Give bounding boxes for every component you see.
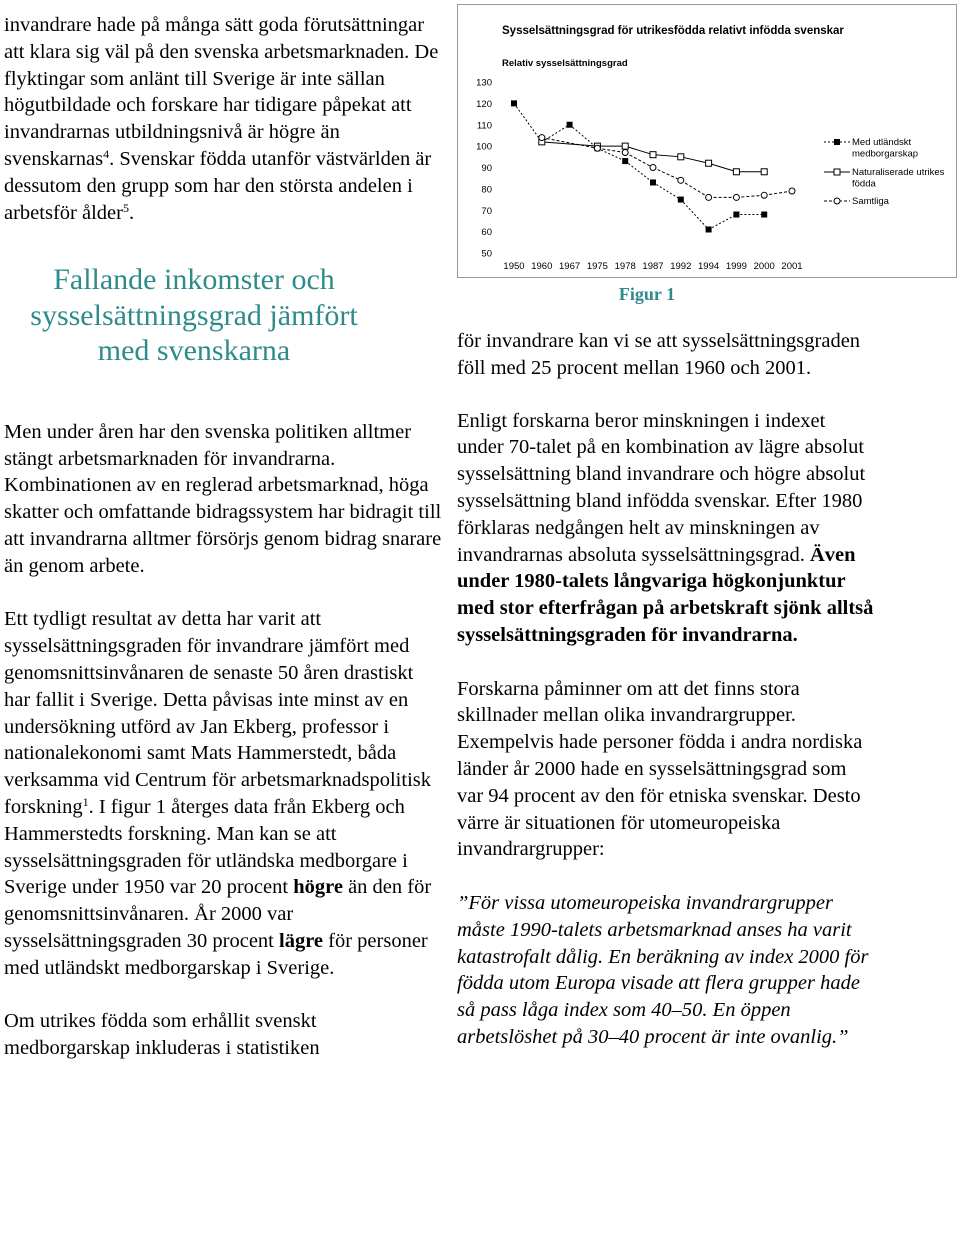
footnote-ref-4[interactable]: 4 — [103, 146, 110, 161]
intro-text-1: invandrare hade på många sätt goda förutsättningar att klara sig väl på den svenska arbetsmarknaden. De flyktingar som anlänt till Sverige är inte sällan högutbildade och forskare har tidigare påpekat att invandrarnas utbildningsnivå är högre än svenskarnas — [4, 14, 439, 170]
data-point — [761, 212, 767, 218]
paragraph-naturalized: Om utrikes födda som erhållit svenskt medborgarskap inkluderas i statistiken — [4, 1010, 320, 1060]
chart-title: Sysselsättningsgrad för utrikesfödda relativt infödda svenskar — [502, 25, 844, 37]
series-segment — [625, 146, 653, 155]
chart-legend — [824, 137, 945, 207]
chart-figure — [457, 4, 957, 278]
figure-caption: Figur 1 — [618, 284, 676, 304]
series-1 — [511, 100, 767, 232]
series-segment — [681, 200, 709, 230]
legend-label: Naturaliserade utrikes födda — [852, 167, 945, 190]
x-tick-label: 1992 — [670, 261, 692, 272]
x-tick-label: 2001 — [781, 261, 803, 272]
y-tick-label: 110 — [476, 120, 492, 132]
y-axis-ticks — [476, 78, 492, 260]
x-tick-label: 1967 — [559, 261, 581, 272]
left-column — [4, 12, 444, 1062]
data-point — [706, 160, 712, 166]
data-point — [678, 177, 684, 183]
result-bold-lower: lägre — [279, 930, 324, 953]
data-point — [733, 194, 739, 200]
x-axis-ticks — [503, 261, 802, 272]
line-chart — [458, 5, 958, 279]
quote-text: ”För vissa utomeuropeiska invandrargrupper måste 1990-talets arbetsmarknad anses ha varit katastrofalt dålig. En beräkning av index 2000 för födda utom Europa visade att flera grupper hade så pass låga index som 40–50. En öppen arbetslöshet på 30–40 procent är inte ovanlig.” — [457, 891, 869, 1048]
series-segment — [709, 163, 737, 172]
result-text-1: Ett tydligt resultat av detta har varit att sysselsättningsgraden för invandrare jämfört med genomsnittsinvånaren de senaste 50 åren drastiskt har fallit i Sverige. Detta påvisas inte minst av en undersökning utförd av Jan Ekberg, professor i nationalekonomi samt Mats Hammerstedt, båda verksamma vid Centrum för arbetsmarknadspolitisk forskning — [4, 608, 431, 819]
series-segment — [625, 161, 653, 182]
data-point — [622, 150, 628, 156]
data-point — [511, 100, 517, 106]
series-segment — [542, 142, 598, 146]
data-point — [761, 192, 767, 198]
data-point — [567, 122, 573, 128]
data-point — [834, 198, 840, 204]
data-point — [706, 226, 712, 232]
data-point — [650, 179, 656, 185]
paragraph-groups: Forskarna påminner om att det finns stora skillnader mellan olika invandrargrupper. Exempelvis hade personer födda i andra nordiska länder år 2000 hade en sysselsättningsgrad som var 94 procent av den för etniska svenskar. Desto värre är situationen för utomeuropeiska invandrargrupper: — [457, 677, 863, 861]
intro-text-3: . — [128, 201, 135, 224]
series-segment — [653, 168, 681, 181]
legend-label: Med utländskt medborgarskap — [852, 137, 919, 160]
legend-item — [824, 137, 918, 160]
result-text-4: för personer med utländskt medborgarskap i Sverige. — [4, 930, 428, 979]
data-point — [733, 169, 739, 175]
series-segment — [653, 182, 681, 199]
right-text-block — [457, 328, 877, 1051]
data-point — [622, 143, 628, 149]
series-segment — [681, 157, 709, 163]
paragraph-result — [4, 606, 444, 981]
intro-text-2: . Svenskar födda utanför västvärlden är dessutom den grupp som har den största andelen i arbetsför ålder — [4, 147, 432, 224]
x-tick-label: 1987 — [642, 261, 664, 272]
x-tick-label: 1950 — [503, 261, 525, 272]
data-point — [678, 197, 684, 203]
result-bold-higher: högre — [293, 876, 343, 899]
result-text-3: än den för genomsnittsinvånaren. År 2000 var sysselsättningsgraden 30 procent — [4, 876, 432, 953]
x-tick-label: 2000 — [753, 261, 775, 272]
x-tick-label: 1978 — [614, 261, 636, 272]
paragraph-decline: för invandrare kan vi se att sysselsättningsgraden föll med 25 procent mellan 1960 och 2001. — [457, 330, 861, 379]
y-tick-label: 50 — [481, 248, 492, 260]
x-tick-label: 1999 — [725, 261, 747, 272]
footnote-ref-1[interactable]: 1 — [82, 795, 89, 810]
series-segment — [764, 191, 792, 195]
paragraph-politics: Men under åren har den svenska politiken alltmer stängt arbetsmarknaden för invandrarna. Kombinationen av en reglerad arbetsmarknad, höga skatter och omfattande bidragssystem har bidragit till att invandrarna alltmer försörjs genom bidrag snarare än genom arbete. — [4, 420, 442, 577]
series-segment — [653, 155, 681, 157]
series-segment — [542, 125, 570, 142]
y-tick-label: 60 — [481, 227, 492, 239]
data-point — [706, 194, 712, 200]
data-point — [594, 145, 600, 151]
data-point — [650, 165, 656, 171]
paragraph-explanation — [457, 408, 877, 649]
y-tick-label: 70 — [481, 205, 492, 217]
data-point — [789, 188, 795, 194]
series-segment — [709, 215, 737, 230]
data-point — [733, 212, 739, 218]
y-tick-label: 100 — [476, 141, 492, 153]
series-segment — [681, 180, 709, 197]
series-lines — [511, 100, 795, 232]
data-point — [678, 154, 684, 160]
y-tick-label: 90 — [481, 163, 492, 174]
section-heading: Fallande inkomster och sysselsättningsgrad jämfört med svenskarna — [30, 263, 358, 368]
series-segment — [736, 195, 764, 197]
data-point — [650, 152, 656, 158]
legend-label: Samtliga — [852, 196, 889, 207]
data-point — [622, 158, 628, 164]
x-tick-label: 1975 — [586, 261, 608, 272]
chart-ylabel: Relativ sysselsättningsgrad — [502, 58, 628, 69]
data-point — [834, 139, 840, 145]
legend-item — [824, 167, 945, 190]
y-tick-label: 120 — [476, 98, 492, 110]
explanation-bold: Även under 1980-talets långvariga högkonjunktur med stor efterfrågan på arbetskraft sjönk alltså sysselsättningsgraden för invandrarna. — [457, 543, 874, 646]
data-point — [761, 169, 767, 175]
explanation-text: Enligt forskarna beror minskningen i indexet under 70-talet på en kombination av lägre absolut sysselsättning bland invandrare och högre absolut sysselsättning bland infödda svenskar. Efter 1980 förklaras nedgången helt av minskningen av invandrarnas absoluta sysselsättningsgrad. — [457, 409, 866, 566]
paragraph-intro — [4, 12, 444, 226]
y-tick-label: 130 — [476, 77, 492, 89]
result-text-2: . I figur 1 återges data från Ekberg och Hammerstedts forskning. Man kan se att sysselsättningsgraden för utländska medborgare i Sverige under 1950 var 20 procent — [4, 796, 408, 899]
series-segment — [625, 153, 653, 168]
x-tick-label: 1960 — [531, 261, 553, 272]
legend-item — [824, 196, 890, 207]
footnote-ref-5[interactable]: 5 — [122, 200, 129, 215]
series-segment — [514, 103, 542, 141]
y-tick-label: 80 — [481, 184, 492, 196]
data-point — [539, 135, 545, 141]
paragraph-quote — [457, 890, 877, 1051]
data-point — [834, 169, 840, 175]
series-segment — [597, 148, 625, 161]
x-tick-label: 1994 — [698, 261, 720, 272]
